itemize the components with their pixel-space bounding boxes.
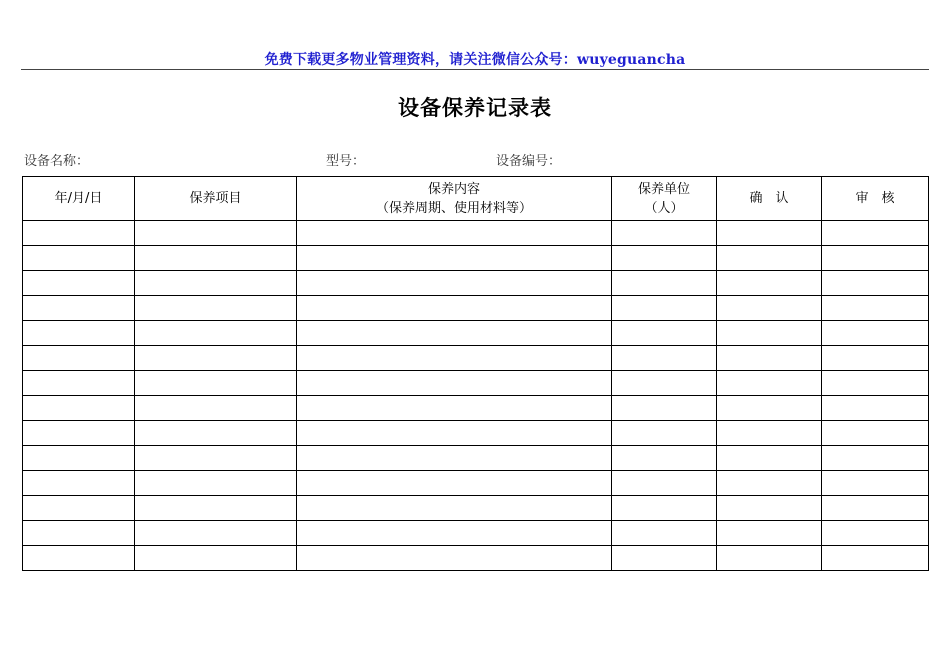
table-cell[interactable] [612,371,717,396]
table-cell[interactable] [612,546,717,571]
table-cell[interactable] [297,271,612,296]
table-cell[interactable] [612,271,717,296]
table-row [23,421,929,446]
table-cell[interactable] [822,446,929,471]
table-cell[interactable] [297,496,612,521]
table-cell[interactable] [612,521,717,546]
column-header-date [23,177,135,221]
table-cell[interactable] [297,346,612,371]
table-cell[interactable] [23,446,135,471]
table-cell[interactable] [717,496,822,521]
table-cell[interactable] [23,371,135,396]
table-cell[interactable] [717,346,822,371]
table-cell[interactable] [717,246,822,271]
table-row [23,521,929,546]
model-label: 型号： [326,154,366,169]
table-cell[interactable] [717,546,822,571]
table-cell[interactable] [135,246,297,271]
table-cell[interactable] [822,346,929,371]
table-cell[interactable] [822,496,929,521]
table-row [23,396,929,421]
table-row [23,471,929,496]
column-header-sublabel: （保养周期、使用材料等） [375,200,532,216]
table-cell[interactable] [717,421,822,446]
table-cell[interactable] [717,296,822,321]
table-cell[interactable] [23,321,135,346]
table-cell[interactable] [297,546,612,571]
table-cell[interactable] [297,321,612,346]
table-cell[interactable] [822,246,929,271]
table-row [23,446,929,471]
table-cell[interactable] [135,296,297,321]
column-header-sublabel: （人） [644,200,684,216]
table-cell[interactable] [135,421,297,446]
table-cell[interactable] [297,296,612,321]
table-cell[interactable] [297,446,612,471]
table-cell[interactable] [612,471,717,496]
table-cell[interactable] [612,446,717,471]
column-header-label: 年/月/日 [54,191,103,206]
table-cell[interactable] [23,246,135,271]
maintenance-record-table [22,176,929,571]
table-cell[interactable] [297,421,612,446]
column-header-content [297,177,612,221]
table-cell[interactable] [297,521,612,546]
column-header-label: 保养单位 [637,181,690,197]
table-cell[interactable] [717,521,822,546]
table-row [23,221,929,246]
table-cell[interactable] [822,546,929,571]
table-cell[interactable] [822,296,929,321]
table-cell[interactable] [822,221,929,246]
column-header-label: 保养项目 [189,191,242,206]
column-header-label: 审 核 [855,191,895,206]
column-header-unit [612,177,717,221]
table-cell[interactable] [297,471,612,496]
table-cell[interactable] [717,446,822,471]
table-cell[interactable] [717,396,822,421]
table-row [23,496,929,521]
table-cell[interactable] [297,396,612,421]
page-title: 设备保养记录表 [398,96,552,120]
table-row [23,246,929,271]
table-cell[interactable] [135,446,297,471]
table-cell[interactable] [612,346,717,371]
table-cell[interactable] [23,296,135,321]
equipment-name-label: 设备名称： [24,154,90,169]
table-cell[interactable] [23,546,135,571]
table-cell[interactable] [822,421,929,446]
table-cell[interactable] [23,271,135,296]
table-cell[interactable] [717,371,822,396]
table-cell[interactable] [135,221,297,246]
table-row [23,371,929,396]
column-header-confirm [717,177,822,221]
table-cell[interactable] [135,371,297,396]
table-cell[interactable] [822,396,929,421]
table-cell[interactable] [612,396,717,421]
table-cell[interactable] [135,546,297,571]
table-cell[interactable] [23,496,135,521]
table-cell[interactable] [23,346,135,371]
column-header-item [135,177,297,221]
promo-banner: 免费下载更多物业管理资料，请关注微信公众号：wuyeguancha [264,52,686,68]
table-cell[interactable] [717,271,822,296]
table-cell[interactable] [23,471,135,496]
table-row [23,271,929,296]
table-header-row [23,177,929,221]
table-cell[interactable] [135,321,297,346]
table-cell[interactable] [135,346,297,371]
table-cell[interactable] [135,521,297,546]
column-header-review [822,177,929,221]
column-header-label: 保养内容 [427,181,480,197]
table-cell[interactable] [717,321,822,346]
table-cell[interactable] [135,396,297,421]
table-cell[interactable] [822,271,929,296]
table-cell[interactable] [297,246,612,271]
equipment-number-label: 设备编号： [496,154,562,169]
table-cell[interactable] [822,371,929,396]
table-cell[interactable] [135,496,297,521]
table-cell[interactable] [612,296,717,321]
table-cell[interactable] [23,521,135,546]
table-row [23,321,929,346]
table-cell[interactable] [612,496,717,521]
table-cell[interactable] [612,221,717,246]
table-cell[interactable] [612,321,717,346]
table-row [23,546,929,571]
table-body [23,221,929,571]
table-cell[interactable] [23,221,135,246]
table-cell[interactable] [717,221,822,246]
table-cell[interactable] [612,421,717,446]
table-cell[interactable] [612,246,717,271]
table-row [23,346,929,371]
table-cell[interactable] [135,471,297,496]
column-header-label: 确 认 [749,191,789,206]
table-cell[interactable] [717,471,822,496]
table-cell[interactable] [822,471,929,496]
table-cell[interactable] [297,221,612,246]
table-row [23,296,929,321]
header-divider [21,69,929,70]
table-cell[interactable] [297,371,612,396]
table-cell[interactable] [822,521,929,546]
table-cell[interactable] [23,396,135,421]
table-cell[interactable] [822,321,929,346]
table-cell[interactable] [135,271,297,296]
table-cell[interactable] [23,421,135,446]
